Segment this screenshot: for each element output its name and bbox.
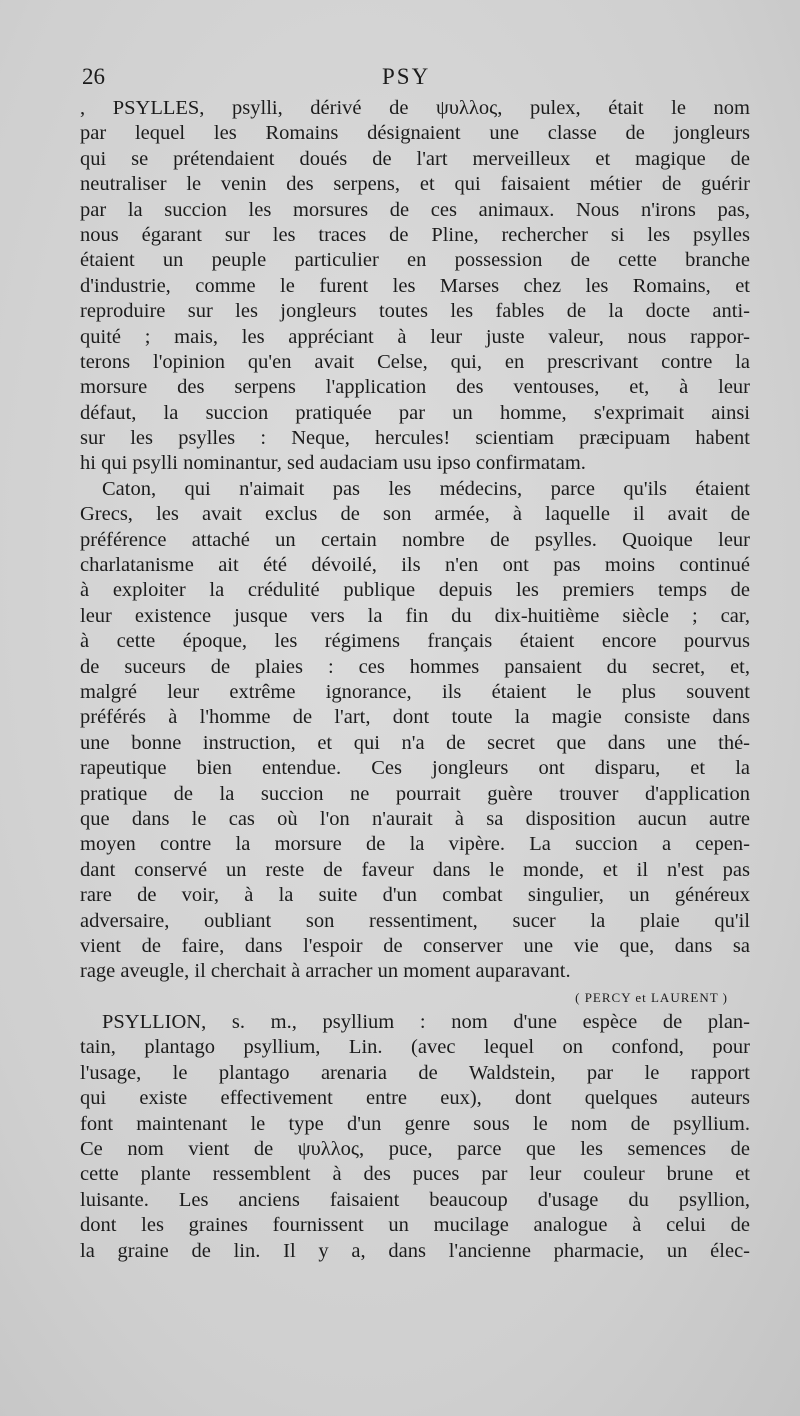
text-line: moyen contre la morsure de la vipère. La succion a cepen- xyxy=(80,833,750,856)
text-column xyxy=(80,96,750,1264)
text-line: nous égarant sur les traces de Pline, rechercher si les psylles xyxy=(80,223,750,246)
text-line: étaient un peuple particulier en possession de cette branche xyxy=(80,249,750,272)
page-header xyxy=(82,64,752,96)
text-line: sur les psylles : Neque, hercules! scientiam præcipuam habent xyxy=(80,427,750,450)
author-signature: ( PERCY et LAURENT ) xyxy=(575,989,728,1005)
running-head: PSY xyxy=(382,64,431,89)
text-line: tain, plantago psyllium, Lin. (avec lequel on confond, pour xyxy=(80,1036,750,1059)
entry-psylles xyxy=(80,96,750,1010)
text-line: leur existence jusque vers la fin du dix-huitième siècle ; car, xyxy=(80,604,750,627)
text-line: morsure des serpens l'application des ventouses, et, à leur xyxy=(80,376,750,399)
text-line: pratique de la succion ne pourrait guère trouver d'application xyxy=(80,782,750,805)
text-line: rapeutique bien entendue. Ces jongleurs ont disparu, et la xyxy=(80,757,750,780)
text-line: préférés à l'homme de l'art, dont toute la magie consiste dans xyxy=(80,706,750,729)
text-line: la graine de lin. Il y a, dans l'ancienne pharmacie, un élec- xyxy=(80,1239,750,1262)
text-line: charlatanisme ait été dévoilé, ils n'en ont pas moins continué xyxy=(80,554,750,577)
text-line: , PSYLLES, psylli, dérivé de ψυλλος, pulex, était le nom xyxy=(80,97,750,119)
text-line: cette plante ressemblent à des puces par leur couleur brune et xyxy=(80,1163,750,1186)
text-line: font maintenant le type d'un genre sous le nom de psyllium. xyxy=(80,1112,750,1135)
text-line: hi qui psylli nominantur, sed audaciam usu ipso confirmatam. xyxy=(80,452,586,475)
text-line: à exploiter la crédulité publique depuis les premiers temps de xyxy=(80,579,750,602)
text-line: une bonne instruction, et qui n'a de secret que dans une thé- xyxy=(80,731,750,754)
text-line: Grecs, les avait exclus de son armée, à laquelle il avait de xyxy=(80,503,750,526)
text-line: neutraliser le venin des serpens, et qui faisaient métier de guérir xyxy=(80,173,750,196)
text-line: dant conservé un reste de faveur dans le monde, et il n'est pas xyxy=(80,858,750,881)
text-line: l'usage, le plantago arenaria de Waldstein, par le rapport xyxy=(80,1061,750,1084)
text-line: par la succion les morsures de ces animaux. Nous n'irons pas, xyxy=(80,198,750,221)
entry-psyllion xyxy=(80,1010,750,1264)
text-line: que dans le cas où l'on n'aurait à sa disposition aucun autre xyxy=(80,807,750,830)
text-line: à cette époque, les régimens français étaient encore pourvus xyxy=(80,630,750,653)
text-line: dont les graines fournissent un mucilage analogue à celui de xyxy=(80,1214,750,1237)
text-line: préférence attaché un certain nombre de psylles. Quoique leur xyxy=(80,528,750,551)
text-line: terons l'opinion qu'en avait Celse, qui, en prescrivant contre la xyxy=(80,350,750,373)
text-line: Caton, qui n'aimait pas les médecins, parce qu'ils étaient xyxy=(102,477,750,500)
text-line: par lequel les Romains désignaient une classe de jongleurs xyxy=(80,122,750,145)
text-line: d'industrie, comme le furent les Marses chez les Romains, et xyxy=(80,274,750,297)
text-line: qui se prétendaient doués de l'art merveilleux et magique de xyxy=(80,147,750,170)
text-line: luisante. Les anciens faisaient beaucoup d'usage du psyllion, xyxy=(80,1188,750,1211)
text-line: de suceurs de plaies : ces hommes pansaient du secret, et, xyxy=(80,655,750,678)
text-line: vient de faire, dans l'espoir de conserver une vie que, dans sa xyxy=(80,934,750,957)
text-line: rage aveugle, il cherchait à arracher un moment auparavant. xyxy=(80,960,571,983)
page-number: 26 xyxy=(82,64,105,89)
text-line: qui existe effectivement entre eux), dont quelques auteurs xyxy=(80,1087,750,1110)
text-line: Ce nom vient de ψυλλος, puce, parce que les semences de xyxy=(80,1138,750,1161)
text-line: malgré leur extrême ignorance, ils étaient le plus souvent xyxy=(80,680,750,703)
text-line: défaut, la succion pratiquée par un homme, s'exprimait ainsi xyxy=(80,401,750,424)
text-line: reproduire sur les jongleurs toutes les fables de la docte anti- xyxy=(80,300,750,323)
text-line: quité ; mais, les appréciant à leur juste valeur, nous rappor- xyxy=(80,325,750,348)
text-line: adversaire, oubliant son ressentiment, sucer la plaie qu'il xyxy=(80,909,750,932)
text-line: PSYLLION, s. m., psyllium : nom d'une espèce de plan- xyxy=(102,1011,750,1034)
text-line: rare de voir, à la suite d'un combat singulier, un généreux xyxy=(80,884,750,907)
